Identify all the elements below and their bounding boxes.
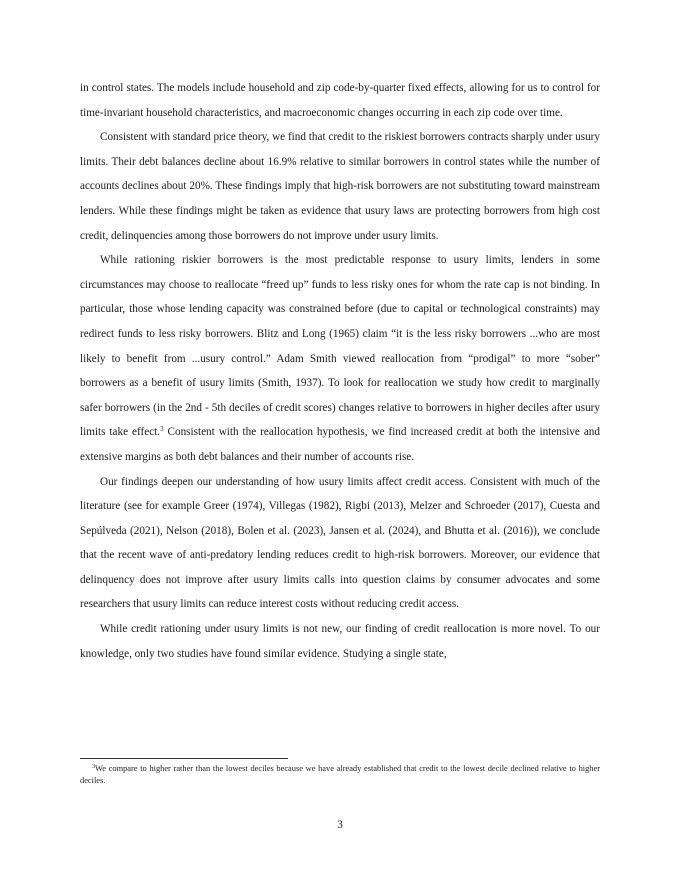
body-text — [80, 76, 600, 666]
footnote-reference-marker: 3 — [160, 425, 164, 434]
paragraph-credit-contraction: Consistent with standard price theory, we find that credit to the riskiest borrowers contracts sharply under usury limits. Their debt balances decline about 16.9% relative to similar borrowers in control states while the number of accounts declines about 20%. These findings imply that high-risk borrowers are not substituting toward mainstream lenders. While these findings might be taken as evidence that usury laws are protecting borrowers from high cost credit, delinquencies among those borrowers do not improve under usury limits. — [80, 131, 600, 242]
footnote-marker: 3 — [92, 764, 95, 770]
reallocation-text-part-2: Consistent with the reallocation hypothesis, we find increased credit at both the intensive and extensive margins as both debt balances and their number of accounts rise. — [80, 426, 600, 463]
paragraph-novelty: While credit rationing under usury limits is not new, our finding of credit reallocation is more novel. To our knowledge, only two studies have found similar evidence. Studying a single state, — [80, 623, 600, 660]
reallocation-text-part-1: While rationing riskier borrowers is the most predictable response to usury limits, lenders in some circumstances may choose to reallocate “freed up” funds to less risky ones for whom the rate cap is not binding. In particular, those whose lending capacity was constrained before (due to capital or technological constraints) may redirect funds to less risky borrowers. Blitz and Long (1965) claim “it is the less risky borrowers ...who are most likely to benefit from ...usury control.” Adam Smith viewed reallocation from “prodigal” to more “sober” borrowers as a benefit of usury limits (Smith, 1937). To look for reallocation we study how credit to marginally safer borrowers (in the 2nd - 5th deciles of credit scores) changes relative to borrowers in higher deciles after usury limits take effect. — [80, 254, 600, 439]
paragraph-literature: Our findings deepen our understanding of how usury limits affect credit access. Consistent with much of the literature (see for example Greer (1974), Villegas (1982), Rigbi (2013), Melzer and Schroeder (2017), Cuesta and Sepúlveda (2021), Nelson (2018), Bolen et al. (2023), Jansen et al. (2024), and Bhutta et al. (2016)), we conclude that the recent wave of anti-predatory lending reduces credit to high-risk borrowers. Moreover, our evidence that delinquency does not improve after usury limits calls into question claims by consumer advocates and some researchers that usury limits can reduce interest costs without reducing credit access. — [80, 475, 600, 611]
page-number: 3 — [337, 819, 343, 831]
footnote-divider — [80, 758, 288, 759]
footnote-text: We compare to higher rather than the lowest deciles because we have already established that credit to the lowest decile declined relative to higher deciles. — [80, 764, 600, 785]
paragraph-continuation: in control states. The models include household and zip code-by-quarter fixed effects, allowing for us to control for time-invariant household characteristics, and macroeconomic changes occurring in each zip code over time. — [80, 82, 600, 119]
footnote — [80, 763, 600, 787]
paragraph-reallocation — [80, 248, 600, 469]
